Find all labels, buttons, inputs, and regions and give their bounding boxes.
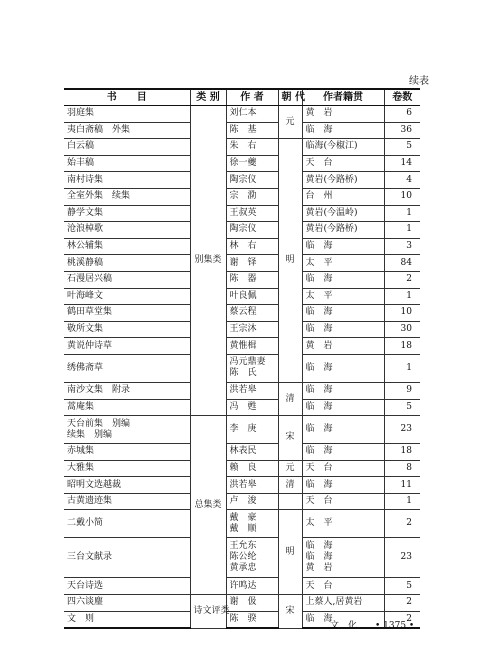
author-cell: 戴 豪 戴 顺 xyxy=(226,510,278,538)
book-title: 全室外集 续集 xyxy=(64,188,190,205)
book-title: 三台文献录 xyxy=(64,538,190,578)
origin-cell: 临 海 xyxy=(302,321,384,338)
table-row xyxy=(64,578,420,595)
author-cell: 洪若皋 xyxy=(226,477,278,494)
book-title: 二戴小简 xyxy=(64,510,190,538)
book-title: 四六谈麈 xyxy=(64,595,190,612)
dynasty-cell: 宋 xyxy=(278,416,302,461)
volumes-cell: 84 xyxy=(384,255,420,272)
origin-cell: 天 台 xyxy=(302,578,384,595)
book-title: 绣佛斋草 xyxy=(64,354,190,382)
volumes-cell: 18 xyxy=(384,444,420,461)
author-cell: 谢 铎 xyxy=(226,255,278,272)
book-title: 大雅集 xyxy=(64,460,190,477)
table-row xyxy=(64,122,420,139)
origin-cell: 临 海 xyxy=(302,416,384,444)
author-cell: 宗 泐 xyxy=(226,188,278,205)
volumes-cell: 9 xyxy=(384,382,420,399)
book-title: 鹤田草堂集 xyxy=(64,305,190,322)
table-row xyxy=(64,238,420,255)
origin-cell: 黄岩(今路桥) xyxy=(302,222,384,239)
dynasty-cell: 清 xyxy=(278,477,302,494)
table-row xyxy=(64,288,420,305)
origin-cell: 天 台 xyxy=(302,460,384,477)
volumes-cell: 14 xyxy=(384,155,420,172)
origin-cell: 黄岩(今温岭) xyxy=(302,205,384,222)
origin-cell: 临 海 xyxy=(302,382,384,399)
origin-cell: 天 台 xyxy=(302,155,384,172)
header-author: 作 者 xyxy=(226,89,278,106)
book-title: 夷白斋稿 外集 xyxy=(64,122,190,139)
book-title: 叶海峰文 xyxy=(64,288,190,305)
dynasty-cell xyxy=(278,493,302,510)
origin-cell: 黄 岩 xyxy=(302,338,384,355)
volumes-cell: 36 xyxy=(384,122,420,139)
author-cell: 陈 骙 xyxy=(226,611,278,628)
author-cell: 王宗沐 xyxy=(226,321,278,338)
book-title: 蒿庵集 xyxy=(64,399,190,416)
volumes-cell: 1 xyxy=(384,222,420,239)
table-row xyxy=(64,222,420,239)
origin-cell: 上蔡人,居黄岩 xyxy=(302,595,384,612)
origin-cell: 临 海 xyxy=(302,238,384,255)
dynasty-cell: 元 xyxy=(278,106,302,139)
author-cell: 谢 伋 xyxy=(226,595,278,612)
book-title: 天台诗选 xyxy=(64,578,190,595)
author-cell: 蔡云程 xyxy=(226,305,278,322)
table-row xyxy=(64,305,420,322)
dynasty-cell: 清 xyxy=(278,382,302,415)
dynasty-cell: 明 xyxy=(278,510,302,595)
table-row xyxy=(64,416,420,444)
author-cell: 冯元鼎妻 陈 氏 xyxy=(226,354,278,382)
book-title: 羽庭集 xyxy=(64,106,190,123)
book-table-wrapper xyxy=(64,88,420,629)
origin-cell: 太 平 xyxy=(302,510,384,538)
author-cell: 黄惟楫 xyxy=(226,338,278,355)
table-row xyxy=(64,338,420,355)
origin-cell: 太 平 xyxy=(302,255,384,272)
author-cell: 刘仁本 xyxy=(226,106,278,123)
author-cell: 王允东 陈公纶 黄承忠 xyxy=(226,538,278,578)
author-cell: 赖 良 xyxy=(226,460,278,477)
volumes-cell: 4 xyxy=(384,172,420,189)
category-cell: 总集类 xyxy=(190,416,226,595)
table-row xyxy=(64,255,420,272)
continued-label: 续表 xyxy=(409,76,429,87)
table-row xyxy=(64,399,420,416)
origin-cell: 黄岩(今路桥) xyxy=(302,172,384,189)
author-cell: 洪若皋 xyxy=(226,382,278,399)
table-row xyxy=(64,188,420,205)
origin-cell: 临 海 xyxy=(302,611,384,628)
author-cell: 朱 右 xyxy=(226,139,278,156)
book-title: 敬所文集 xyxy=(64,321,190,338)
table-row xyxy=(64,321,420,338)
volumes-cell: 10 xyxy=(384,305,420,322)
table-row xyxy=(64,155,420,172)
book-title: 南沙文集 附录 xyxy=(64,382,190,399)
volumes-cell: 2 xyxy=(384,611,420,628)
author-cell: 陈 器 xyxy=(226,271,278,288)
origin-cell: 临海(今椒江) xyxy=(302,139,384,156)
volumes-cell: 1 xyxy=(384,354,420,382)
volumes-cell: 2 xyxy=(384,595,420,612)
volumes-cell: 1 xyxy=(384,288,420,305)
origin-cell: 太 平 xyxy=(302,288,384,305)
table-row xyxy=(64,477,420,494)
origin-cell: 台 州 xyxy=(302,188,384,205)
author-cell: 叶良佩 xyxy=(226,288,278,305)
origin-cell: 临 海 临 海 黄 岩 xyxy=(302,538,384,578)
header-volumes: 卷数 xyxy=(384,89,420,106)
table-row xyxy=(64,139,420,156)
header-title: 书 目 xyxy=(64,89,190,106)
volumes-cell: 5 xyxy=(384,139,420,156)
volumes-cell: 23 xyxy=(384,416,420,444)
volumes-cell: 3 xyxy=(384,238,420,255)
book-title: 文 则 xyxy=(64,611,190,628)
author-cell: 冯 甦 xyxy=(226,399,278,416)
dynasty-cell: 宋 xyxy=(278,595,302,629)
table-row xyxy=(64,172,420,189)
origin-cell: 临 海 xyxy=(302,444,384,461)
category-cell: 别集类 xyxy=(190,106,226,416)
volumes-cell: 8 xyxy=(384,460,420,477)
table-row xyxy=(64,205,420,222)
author-cell: 许鸣达 xyxy=(226,578,278,595)
author-cell: 陶宗仪 xyxy=(226,172,278,189)
header-row xyxy=(64,89,420,106)
header-dynasty: 朝 代 xyxy=(278,89,302,106)
volumes-cell: 2 xyxy=(384,510,420,538)
author-cell: 徐一夔 xyxy=(226,155,278,172)
page-footer: 文 化 • 1375 • xyxy=(330,621,415,631)
origin-cell: 临 海 xyxy=(302,399,384,416)
book-title: 南村诗集 xyxy=(64,172,190,189)
book-title: 昭明文选越裁 xyxy=(64,477,190,494)
book-title: 静学文集 xyxy=(64,205,190,222)
volumes-cell: 6 xyxy=(384,106,420,123)
book-title: 桃溪静稿 xyxy=(64,255,190,272)
header-category: 类 别 xyxy=(190,89,226,106)
volumes-cell: 30 xyxy=(384,321,420,338)
author-cell: 林表民 xyxy=(226,444,278,461)
author-cell: 卢 浚 xyxy=(226,493,278,510)
volumes-cell: 1 xyxy=(384,493,420,510)
origin-cell: 黄 岩 xyxy=(302,106,384,123)
table-row xyxy=(64,460,420,477)
table-row xyxy=(64,106,420,123)
volumes-cell: 10 xyxy=(384,188,420,205)
origin-cell: 天 台 xyxy=(302,493,384,510)
table-row xyxy=(64,444,420,461)
author-cell: 林 右 xyxy=(226,238,278,255)
author-cell: 陶宗仪 xyxy=(226,222,278,239)
table-row xyxy=(64,538,420,578)
dynasty-cell: 元 xyxy=(278,460,302,477)
author-cell: 王叔英 xyxy=(226,205,278,222)
volumes-cell: 11 xyxy=(384,477,420,494)
author-cell: 陈 基 xyxy=(226,122,278,139)
table-row xyxy=(64,354,420,382)
table-row xyxy=(64,510,420,538)
volumes-cell: 23 xyxy=(384,538,420,578)
book-title: 天台前集 别编 续集 别编 xyxy=(64,416,190,444)
book-table xyxy=(64,88,420,629)
dynasty-cell: 明 xyxy=(278,139,302,383)
table-row xyxy=(64,595,420,612)
table-row xyxy=(64,493,420,510)
origin-cell: 临 海 xyxy=(302,305,384,322)
book-title: 古黄遗迹集 xyxy=(64,493,190,510)
book-title: 始丰稿 xyxy=(64,155,190,172)
volumes-cell: 18 xyxy=(384,338,420,355)
book-title: 林公辅集 xyxy=(64,238,190,255)
origin-cell: 临 海 xyxy=(302,271,384,288)
origin-cell: 临 海 xyxy=(302,122,384,139)
table-row xyxy=(64,382,420,399)
book-title: 白云稿 xyxy=(64,139,190,156)
table-row xyxy=(64,271,420,288)
book-title: 黄说仲诗草 xyxy=(64,338,190,355)
origin-cell: 临 海 xyxy=(302,477,384,494)
book-title: 沧浪棹歌 xyxy=(64,222,190,239)
volumes-cell: 2 xyxy=(384,271,420,288)
volumes-cell: 5 xyxy=(384,399,420,416)
origin-cell: 临 海 xyxy=(302,354,384,382)
author-cell: 李 庚 xyxy=(226,416,278,444)
volumes-cell: 5 xyxy=(384,578,420,595)
book-title: 赤城集 xyxy=(64,444,190,461)
volumes-cell: 1 xyxy=(384,205,420,222)
header-origin: 作者籍贯 xyxy=(302,89,384,106)
book-title: 石漫居兴稿 xyxy=(64,271,190,288)
category-cell: 诗文评类 xyxy=(190,595,226,629)
